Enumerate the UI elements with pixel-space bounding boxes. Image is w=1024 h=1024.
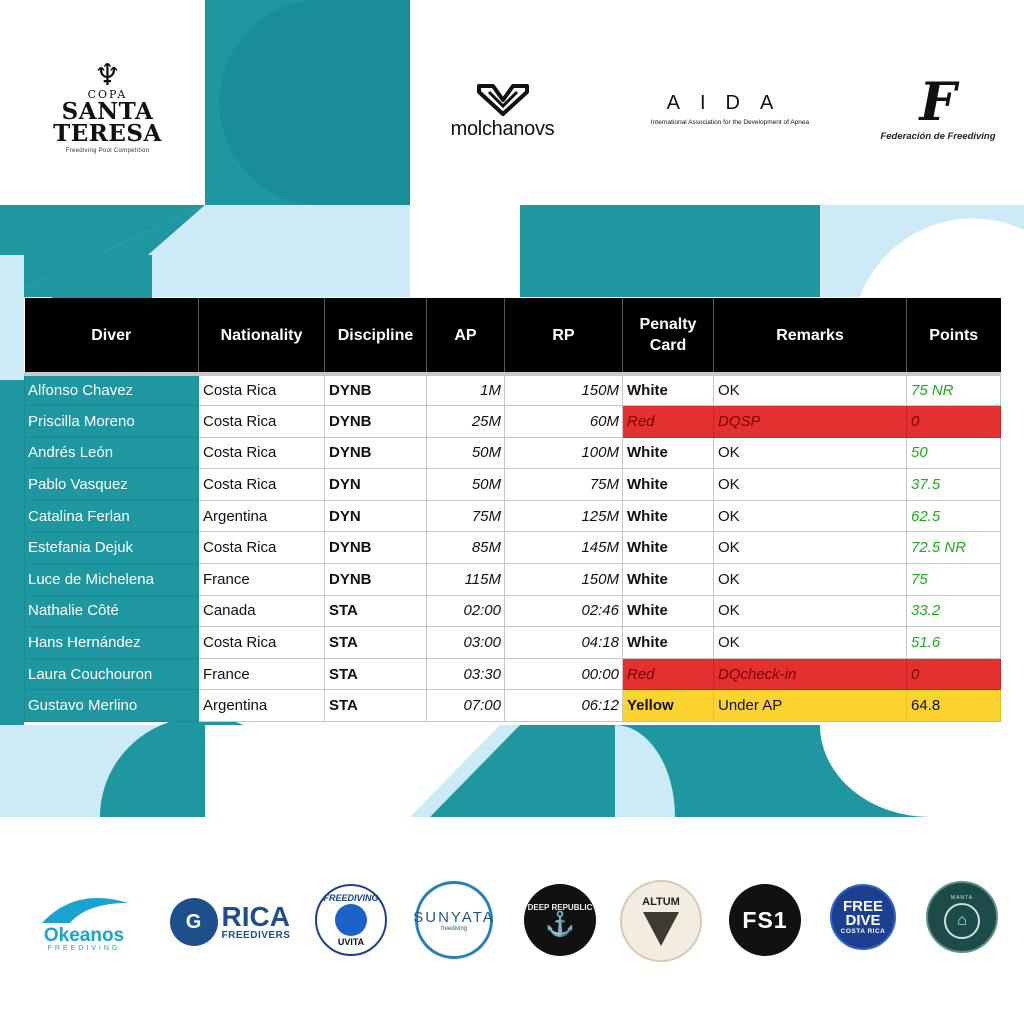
cell-points: 75 [907,564,1001,596]
cell-diver: Alfonso Chavez [25,374,199,406]
cell-points: 72.5 NR [907,532,1001,564]
cell-discipline: DYNB [325,564,427,596]
seahorse-icon: ♆ [94,58,121,93]
cell-ap: 115M [427,564,505,596]
logo-santa-teresa-text: SANTA TERESA [53,98,162,147]
table-row [25,690,1001,722]
cell-nationality: Argentina [199,500,325,532]
cell-card: White [623,437,714,469]
results-table-body [25,374,1001,722]
cell-rp: 145M [505,532,623,564]
rica-freedivers-logo [162,896,298,948]
cell-diver: Hans Hernández [25,627,199,659]
cell-ap: 1M [427,374,505,406]
cell-rp: 150M [505,374,623,406]
cell-nationality: Costa Rica [199,532,325,564]
cell-ap: 03:30 [427,658,505,690]
sunyata-ring-icon [415,881,493,959]
header-points: Points [907,298,1001,374]
cell-rp: 04:18 [505,627,623,659]
cell-rp: 02:46 [505,595,623,627]
federacion-f-icon: F [919,71,957,133]
table-row [25,500,1001,532]
deep-republic-logo [524,884,596,956]
rica-mark-icon: G [170,898,218,946]
header-remarks: Remarks [714,298,907,374]
cell-ap: 50M [427,469,505,501]
cell-points: 51.6 [907,627,1001,659]
divers-figure-icon: ⚓ [545,910,575,938]
cell-diver: Priscilla Moreno [25,406,199,438]
table-row [25,595,1001,627]
freedive-line3: COSTA RICA [840,927,886,935]
cell-card: White [623,500,714,532]
cell-remarks: OK [714,532,907,564]
cell-card: White [623,627,714,659]
cell-discipline: DYNB [325,532,427,564]
logo-santa-teresa-subtitle: Freediving Pool Competition [65,148,150,154]
cell-remarks: OK [714,500,907,532]
cell-card: White [623,532,714,564]
cell-rp: 60M [505,406,623,438]
table-row [25,374,1001,406]
cell-card: White [623,374,714,406]
cell-points: 33.2 [907,595,1001,627]
free-dive-costa-rica-logo [830,884,896,950]
table-row [25,658,1001,690]
cell-nationality: France [199,658,325,690]
cell-remarks: OK [714,469,907,501]
rica-name: RICA [221,900,290,932]
cell-discipline: DYNB [325,437,427,469]
sunyata-logo [410,880,498,960]
federacion-freediving-logo [872,70,1004,148]
cell-card: Red [623,406,714,438]
cell-nationality: Costa Rica [199,406,325,438]
cell-points: 0 [907,658,1001,690]
cell-diver: Luce de Michelena [25,564,199,596]
cell-discipline: STA [325,658,427,690]
aida-subtitle: International Association for the Development of Apnea [650,119,810,126]
cell-rp: 100M [505,437,623,469]
cell-ap: 07:00 [427,690,505,722]
table-row [25,469,1001,501]
cell-discipline: DYNB [325,374,427,406]
cell-points: 62.5 [907,500,1001,532]
table-row [25,437,1001,469]
molchanovs-mark-icon [475,82,531,116]
fs1-logo [729,884,801,956]
cell-nationality: Costa Rica [199,437,325,469]
cell-diver: Andrés León [25,437,199,469]
table-row [25,564,1001,596]
cell-diver: Estefania Dejuk [25,532,199,564]
manta-name: MANTA [950,895,974,901]
cell-diver: Nathalie Côté [25,595,199,627]
cell-discipline: STA [325,595,427,627]
wave-icon [36,893,132,927]
cell-discipline: STA [325,627,427,659]
cell-diver: Gustavo Merlino [25,690,199,722]
cell-diver: Laura Couchouron [25,658,199,690]
cell-discipline: DYN [325,469,427,501]
table-row [25,406,1001,438]
header-diver: Diver [25,298,199,374]
rica-sub: FREEDIVERS [221,929,291,941]
cell-discipline: STA [325,690,427,722]
cell-nationality: Argentina [199,690,325,722]
cell-nationality: France [199,564,325,596]
logo-copa-text: COPA [87,88,128,101]
table-header-row [25,298,1001,374]
results-table [24,298,1001,722]
cell-diver: Pablo Vasquez [25,469,199,501]
table-row [25,627,1001,659]
cell-rp: 00:00 [505,658,623,690]
cell-nationality: Costa Rica [199,374,325,406]
cell-discipline: DYN [325,500,427,532]
cell-points: 64.8 [907,690,1001,722]
cell-ap: 03:00 [427,627,505,659]
cell-card: White [623,595,714,627]
cell-card: White [623,564,714,596]
header-rp: RP [505,298,623,374]
freediving-uvita-logo [315,884,387,956]
cell-rp: 06:12 [505,690,623,722]
whale-tail-icon [643,912,679,946]
aida-logo [640,74,820,144]
freedive-line2: DIVE [845,911,881,929]
uvita-top-text: FREEDIVING [323,893,379,903]
sunyata-name: SUNYATA [413,908,495,926]
header-nationality: Nationality [199,298,325,374]
header-penalty-card [623,298,714,374]
cell-ap: 75M [427,500,505,532]
cell-rp: 125M [505,500,623,532]
cell-discipline: DYNB [325,406,427,438]
cell-nationality: Canada [199,595,325,627]
table-row [25,532,1001,564]
header-discipline: Discipline [325,298,427,374]
cell-points: 0 [907,406,1001,438]
okeanos-name: Okeanos [43,925,125,946]
sunyata-sub: freediving [440,925,467,932]
cell-rp: 75M [505,469,623,501]
aida-letters: AIDA [666,92,794,114]
cell-card: Red [623,658,714,690]
cell-ap: 02:00 [427,595,505,627]
cell-remarks: DQcheck-in [714,658,907,690]
cell-nationality: Costa Rica [199,469,325,501]
okeanos-sub: FREEDIVING [47,945,121,952]
header-ap: AP [427,298,505,374]
header-penalty-line2: Card [649,337,687,354]
molchanovs-logo [440,78,565,144]
cell-remarks: Under AP [714,690,907,722]
cell-remarks: OK [714,595,907,627]
cell-points: 75 NR [907,374,1001,406]
cell-remarks: OK [714,437,907,469]
fs1-name: FS1 [742,906,788,933]
cell-ap: 50M [427,437,505,469]
molchanovs-text: molchanovs [450,117,555,140]
house-icon: ⌂ [944,903,980,939]
cell-remarks: OK [714,374,907,406]
cell-remarks: OK [714,564,907,596]
okeanos-logo [30,885,138,960]
cell-points: 50 [907,437,1001,469]
cell-points: 37.5 [907,469,1001,501]
copa-santa-teresa-logo [40,58,175,158]
cell-ap: 25M [427,406,505,438]
uvita-bottom-text: UVITA [337,937,365,947]
cell-diver: Catalina Ferlan [25,500,199,532]
cell-remarks: DQSP [714,406,907,438]
cell-nationality: Costa Rica [199,627,325,659]
diver-icon [335,904,367,936]
cell-ap: 85M [427,532,505,564]
deep-republic-name: DEEP REPUBLIC [527,902,593,912]
cell-card: White [623,469,714,501]
header-penalty-line1: Penalty [639,316,697,333]
cell-remarks: OK [714,627,907,659]
federacion-name: Federación de Freediving [880,130,996,142]
altum-logo [620,880,702,962]
cell-rp: 150M [505,564,623,596]
results-table-container [24,298,1000,722]
cell-card: Yellow [623,690,714,722]
manta-logo [926,881,998,953]
freedive-line1: FREE [842,897,883,915]
altum-name: ALTUM [642,896,680,908]
